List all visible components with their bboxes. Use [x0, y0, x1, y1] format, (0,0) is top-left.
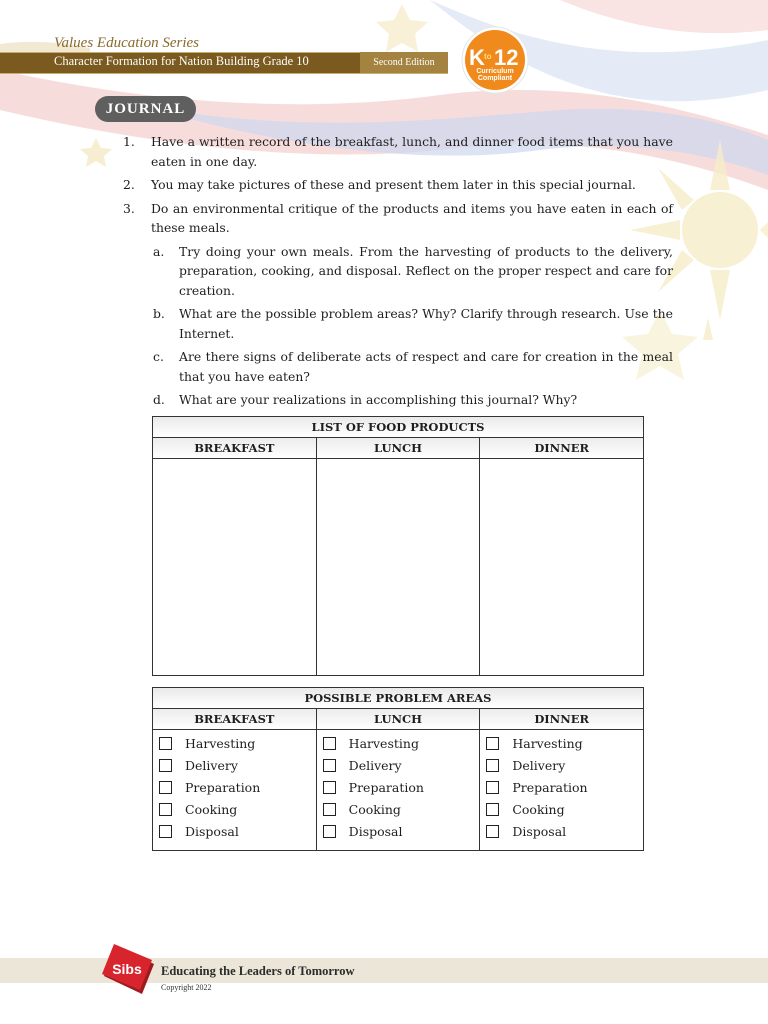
instruction-number: 2. — [123, 177, 135, 192]
checkbox-label: Delivery — [348, 758, 402, 774]
checklist-item[interactable] — [323, 820, 480, 842]
sub-instructions — [151, 242, 673, 410]
checkbox-label: Delivery — [185, 758, 238, 774]
instruction-text: Do an environmental critique of the products and items you have eaten in each of these meals. — [151, 200, 673, 235]
column-header-lunch: LUNCH — [316, 709, 480, 729]
instruction-number: 3. — [123, 200, 135, 216]
logo-k-text: K — [469, 45, 485, 70]
logo-to-text: to — [484, 52, 492, 61]
checklist-item[interactable] — [486, 733, 643, 755]
checkbox-label: Cooking — [512, 801, 565, 817]
instructions — [121, 132, 673, 414]
copyright-text: Copyright 2022 — [161, 983, 212, 992]
checklist-item[interactable] — [486, 798, 643, 820]
checkbox[interactable] — [323, 825, 336, 838]
table-body — [153, 730, 643, 850]
logo-12-text: 12 — [494, 45, 519, 70]
checkbox[interactable] — [323, 781, 336, 794]
checkbox[interactable] — [159, 737, 172, 750]
checkbox-label: Harvesting — [185, 736, 256, 752]
checkbox-label: Preparation — [185, 779, 261, 795]
sub-instruction-text: What are the possible problem areas? Why? Clarify through research. Use the Internet. — [179, 306, 673, 341]
checkbox-label: Harvesting — [512, 736, 583, 752]
lunch-checklist — [316, 730, 480, 850]
instruction-number: 1. — [123, 134, 135, 149]
checkbox[interactable] — [486, 781, 499, 794]
sibs-logo-text: Sibs — [112, 961, 142, 977]
checkbox[interactable] — [486, 803, 499, 816]
checkbox[interactable] — [323, 759, 336, 772]
book-title: Character Formation for Nation Building Grade 10 — [54, 54, 309, 68]
checklist-item[interactable] — [159, 798, 316, 820]
breakfast-checklist — [153, 730, 316, 850]
instruction-item — [121, 175, 673, 195]
lunch-entry-cell[interactable] — [316, 459, 480, 675]
checkbox-label: Disposal — [348, 823, 403, 839]
checkbox[interactable] — [159, 803, 172, 816]
sub-instruction-letter: d. — [153, 392, 165, 407]
section-label: JOURNAL — [95, 96, 196, 122]
column-header-breakfast: BREAKFAST — [153, 709, 316, 729]
instruction-item — [121, 199, 673, 410]
edition-badge: Second Edition — [360, 52, 448, 73]
sub-instruction-letter: a. — [153, 243, 165, 259]
checklist-item[interactable] — [159, 755, 316, 777]
problem-areas-table — [152, 687, 644, 851]
checkbox[interactable] — [486, 759, 499, 772]
checkbox[interactable] — [159, 781, 172, 794]
column-header-lunch: LUNCH — [316, 438, 480, 458]
checklist-item[interactable] — [486, 755, 643, 777]
checklist-item[interactable] — [486, 820, 643, 842]
checkbox[interactable] — [486, 737, 499, 750]
checkbox[interactable] — [159, 825, 172, 838]
sub-instruction-item — [151, 390, 673, 410]
checkbox[interactable] — [323, 803, 336, 816]
checkbox-label: Delivery — [512, 758, 566, 774]
logo-line2-text: Compliant — [477, 75, 513, 82]
checklist-item[interactable] — [486, 777, 643, 799]
table-body — [153, 459, 643, 675]
table-title: POSSIBLE PROBLEM AREAS — [153, 688, 643, 709]
column-header-dinner: DINNER — [479, 438, 643, 458]
checkbox-label: Harvesting — [348, 736, 419, 752]
column-header-breakfast: BREAKFAST — [153, 438, 316, 458]
sibs-logo — [102, 944, 156, 996]
instruction-text: You may take pictures of these and present them later in this special journal. — [151, 177, 636, 192]
checkbox[interactable] — [159, 759, 172, 772]
checkbox-label: Preparation — [348, 779, 424, 795]
series-title: Values Education Series — [54, 35, 199, 51]
checkbox-label: Preparation — [512, 779, 588, 795]
checkbox-label: Cooking — [348, 801, 401, 817]
checklist-item[interactable] — [323, 777, 480, 799]
checklist-item[interactable] — [323, 798, 480, 820]
checklist-item[interactable] — [323, 733, 480, 755]
checkbox[interactable] — [486, 825, 499, 838]
checkbox-label: Disposal — [185, 823, 239, 839]
sub-instruction-text: Try doing your own meals. From the harvesting of products to the delivery, preparation, cooking, and disposal. Reflect on the proper respect and care for creation. — [179, 243, 673, 298]
sub-instruction-item — [151, 347, 673, 386]
dinner-entry-cell[interactable] — [479, 459, 643, 675]
table-header — [153, 709, 643, 730]
k-to-12-logo — [456, 26, 534, 94]
footer-tagline: Educating the Leaders of Tomorrow — [161, 964, 355, 978]
sub-instruction-text: What are your realizations in accomplishing this journal? Why? — [179, 392, 578, 407]
checkbox-label: Cooking — [185, 801, 238, 817]
sub-instruction-item — [151, 304, 673, 343]
sub-instruction-letter: c. — [153, 349, 164, 364]
checkbox[interactable] — [323, 737, 336, 750]
checklist-item[interactable] — [159, 820, 316, 842]
checklist-item[interactable] — [323, 755, 480, 777]
table-title: LIST OF FOOD PRODUCTS — [153, 417, 643, 438]
checklist-item[interactable] — [159, 733, 316, 755]
table-header — [153, 438, 643, 459]
instruction-item — [121, 132, 673, 171]
logo-line1-text: Curriculum — [476, 68, 514, 75]
dinner-checklist — [479, 730, 643, 850]
food-products-table — [152, 416, 644, 676]
sub-instruction-item — [151, 242, 673, 301]
checklist-item[interactable] — [159, 777, 316, 799]
instruction-text: Have a written record of the breakfast, lunch, and dinner food items that you have eaten in one day. — [151, 134, 673, 169]
column-header-dinner: DINNER — [479, 709, 643, 729]
sub-instruction-letter: b. — [153, 306, 165, 321]
breakfast-entry-cell[interactable] — [153, 459, 316, 675]
checkbox-label: Disposal — [512, 823, 567, 839]
sub-instruction-text: Are there signs of deliberate acts of respect and care for creation in the meal that you have eaten? — [179, 349, 673, 384]
